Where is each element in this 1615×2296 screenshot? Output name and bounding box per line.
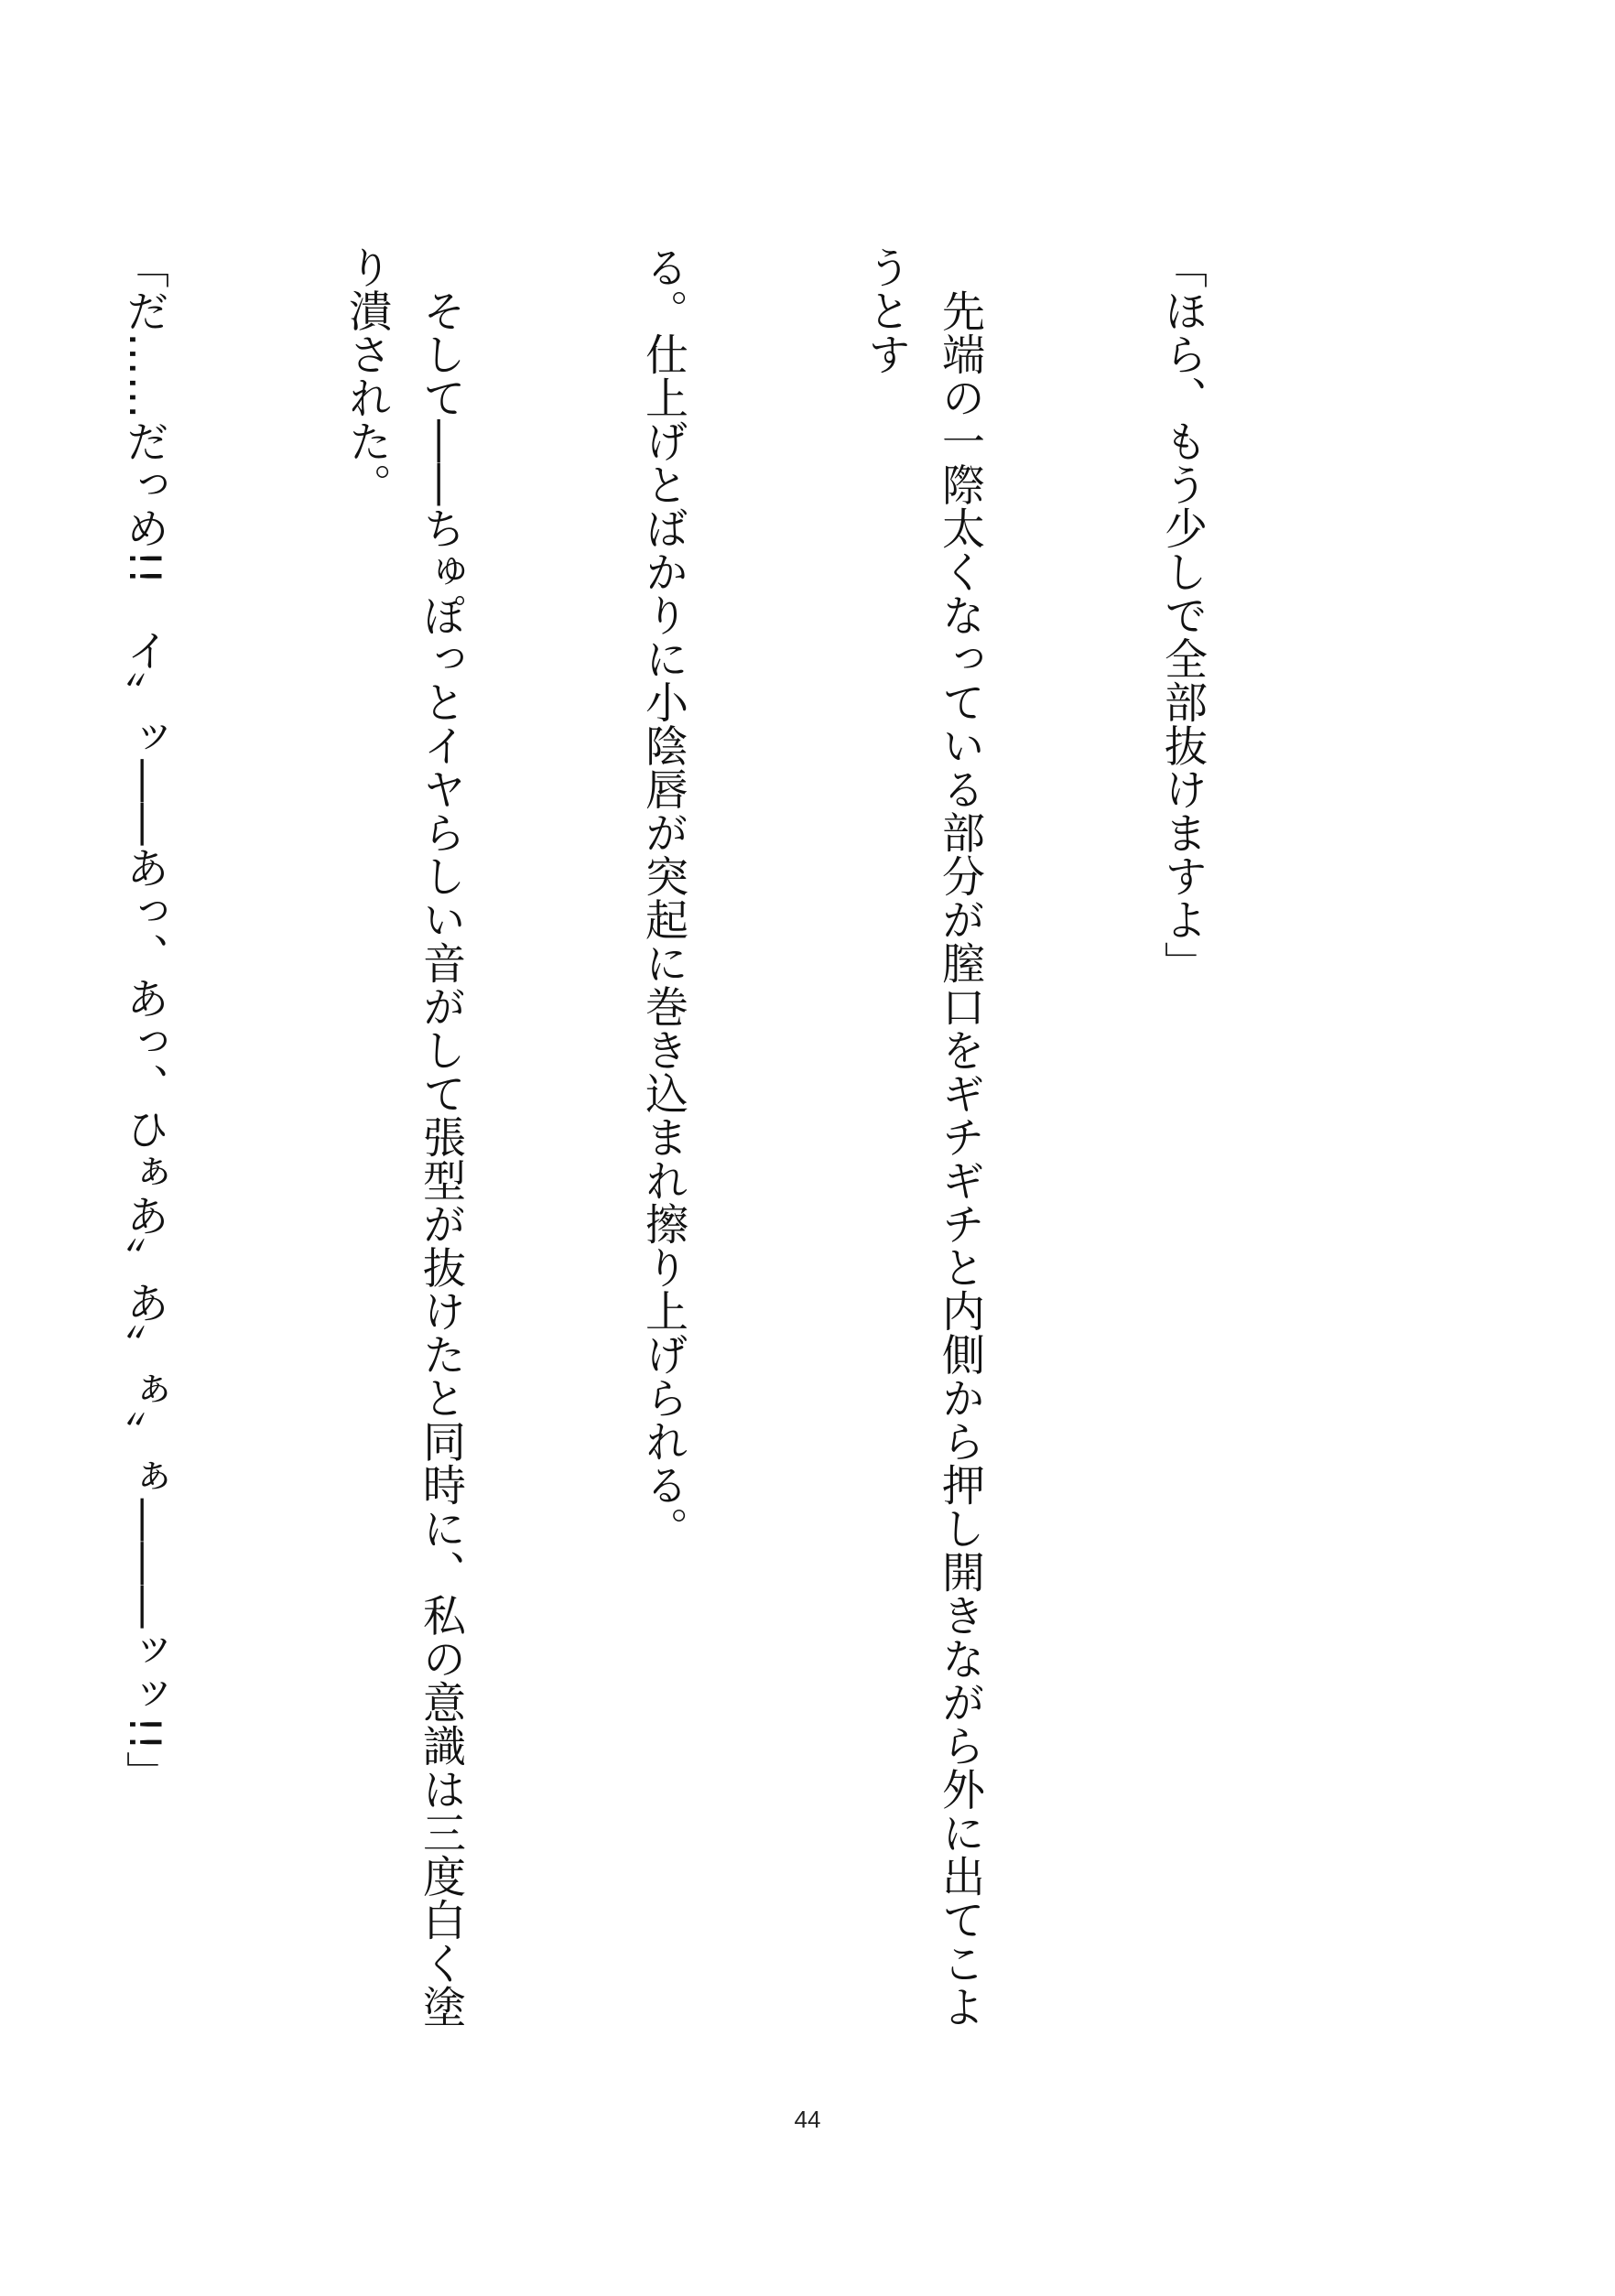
text-line: 「だ……だっめ!! イ〟ッ――あっ、あっ、ひぁあ〟あ〟ぁ〟ぁ―――ッッ!!」 <box>119 245 169 1795</box>
text-line: 先端の一際太くなっている部分が膣口をギチギチと内側から押し開きながら外に出てこようとす <box>861 245 985 2029</box>
text-line: る。仕上げとばかりに小陰唇が突起に巻き込まれ擦り上げられる。 <box>638 245 688 1550</box>
text-line: そして――ちゅぽっとイヤらしい音がして張型が抜けたと同時に、私の意識は三度白く塗り潰された。 <box>341 245 466 2029</box>
body-text <box>0 245 1368 2058</box>
text-line: 「ほら、もう少しで全部抜けますよ」 <box>1157 245 1208 985</box>
page-number: 44 <box>794 2106 821 2133</box>
